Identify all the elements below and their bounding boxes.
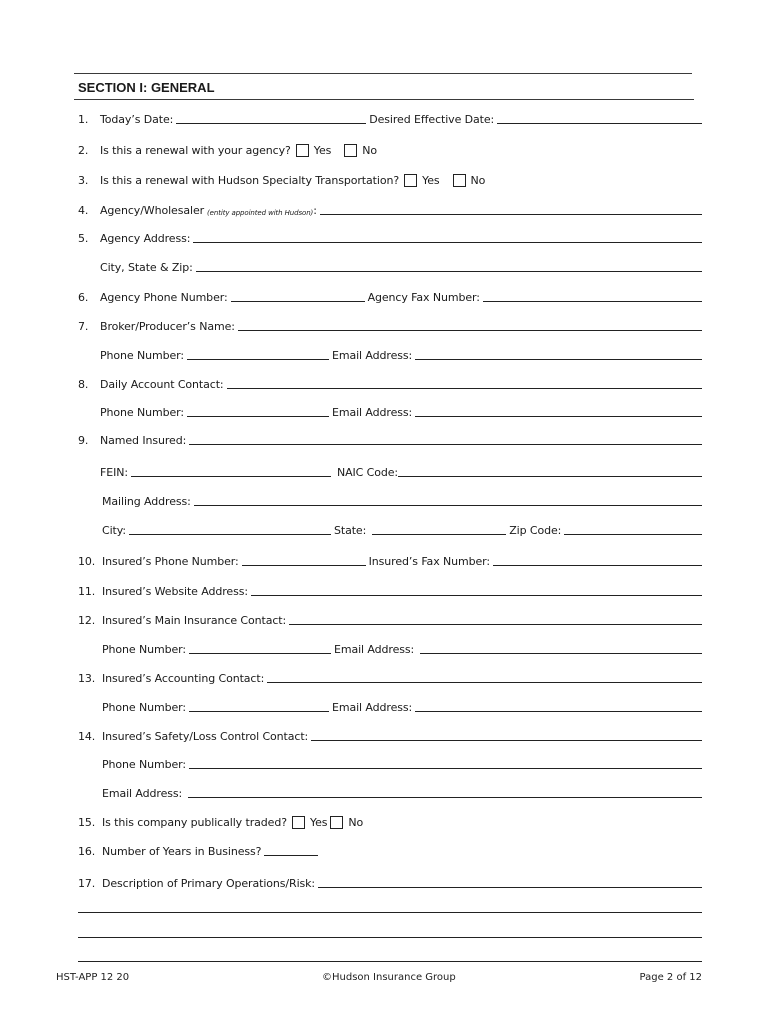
fein-field[interactable] (131, 464, 331, 477)
accounting-contact-field[interactable] (267, 670, 702, 683)
agency-fax-label: Agency Fax Number: (367, 291, 480, 304)
insured-fax-field[interactable] (493, 553, 702, 566)
row-q5 (78, 227, 702, 245)
item-number: 12. (78, 614, 96, 627)
publicly-traded-yes-checkbox[interactable] (292, 816, 305, 829)
item-number: 10. (78, 555, 96, 568)
operations-description-line-4[interactable] (78, 961, 702, 962)
operations-description-field[interactable] (318, 875, 702, 888)
no-label: No (348, 816, 364, 829)
item-number: 17. (78, 877, 96, 890)
item-number: 5. (78, 232, 89, 245)
broker-name-label: Broker/Producer’s Name: (100, 320, 235, 333)
row-q2 (78, 139, 702, 157)
main-contact-label: Insured’s Main Insurance Contact: (102, 614, 287, 627)
insured-phone-field[interactable] (242, 553, 366, 566)
daily-phone-label: Phone Number: (100, 406, 184, 419)
state-field[interactable] (372, 522, 506, 535)
main-contact-email-label: Email Address: (333, 643, 415, 656)
row-q14 (78, 725, 702, 743)
hudson-renewal-yes-checkbox[interactable] (404, 174, 417, 187)
row-q16 (78, 840, 702, 858)
agency-phone-field[interactable] (231, 289, 365, 302)
item-number: 7. (78, 320, 89, 333)
insured-website-field[interactable] (251, 583, 702, 596)
agency-city-state-zip-field[interactable] (196, 259, 702, 272)
main-contact-phone-label: Phone Number: (102, 643, 186, 656)
state-label: State: (333, 524, 367, 537)
named-insured-field[interactable] (189, 432, 702, 445)
footer-form-code: HST-APP 12 20 (56, 972, 130, 983)
row-q13 (78, 667, 702, 685)
row-q3 (78, 169, 702, 187)
row-q6 (78, 286, 702, 304)
naic-field[interactable] (398, 464, 702, 477)
row-q7b (78, 344, 702, 362)
row-q14b (78, 753, 702, 771)
operations-description-label: Description of Primary Operations/Risk: (102, 877, 316, 890)
item-number: 15. (78, 816, 96, 829)
daily-email-label: Email Address: (331, 406, 413, 419)
agency-renewal-no-checkbox[interactable] (344, 144, 357, 157)
zip-field[interactable] (564, 522, 702, 535)
row-q5b (78, 256, 702, 274)
years-in-business-field[interactable] (264, 843, 318, 856)
item-number: 3. (78, 174, 89, 187)
safety-contact-field[interactable] (311, 728, 702, 741)
hudson-renewal-no-checkbox[interactable] (453, 174, 466, 187)
agency-wholesaler-field[interactable] (320, 202, 702, 215)
broker-email-label: Email Address: (331, 349, 413, 362)
main-contact-phone-field[interactable] (189, 641, 331, 654)
daily-contact-label: Daily Account Contact: (100, 378, 224, 391)
row-q1 (78, 108, 702, 126)
years-in-business-label: Number of Years in Business? (102, 845, 262, 858)
row-q10 (78, 550, 702, 568)
item-number: 14. (78, 730, 96, 743)
publicly-traded-no-checkbox[interactable] (330, 816, 343, 829)
fein-label: FEIN: (100, 466, 128, 479)
agency-city-state-zip-label: City, State & Zip: (100, 261, 193, 274)
no-label: No (470, 174, 486, 187)
footer-copyright: ©Hudson Insurance Group (322, 972, 456, 983)
yes-label: Yes (422, 174, 440, 187)
item-number: 6. (78, 291, 89, 304)
item-number: 8. (78, 378, 89, 391)
row-q17 (78, 872, 702, 890)
agency-address-field[interactable] (193, 230, 702, 243)
operations-description-line-2[interactable] (78, 912, 702, 913)
hudson-renewal-question: Is this a renewal with Hudson Specialty Transportation? (100, 174, 400, 187)
mailing-address-label: Mailing Address: (102, 495, 191, 508)
accounting-email-label: Email Address: (331, 701, 413, 714)
broker-phone-label: Phone Number: (100, 349, 184, 362)
item-number: 13. (78, 672, 96, 685)
row-q12 (78, 609, 702, 627)
accounting-contact-label: Insured’s Accounting Contact: (102, 672, 265, 685)
safety-email-label: Email Address: (102, 787, 183, 800)
top-rule (74, 73, 692, 74)
insured-website-label: Insured’s Website Address: (102, 585, 248, 598)
row-q12b (78, 638, 702, 656)
agency-fax-field[interactable] (483, 289, 702, 302)
named-insured-label: Named Insured: (100, 434, 187, 447)
mailing-address-field[interactable] (194, 493, 702, 506)
safety-phone-label: Phone Number: (102, 758, 186, 771)
agency-wholesaler-label: Agency/Wholesaler (100, 204, 205, 217)
row-q9d (78, 519, 702, 537)
row-q11 (78, 580, 702, 598)
zip-label: Zip Code: (509, 524, 562, 537)
safety-contact-label: Insured’s Safety/Loss Control Contact: (102, 730, 309, 743)
accounting-phone-field[interactable] (189, 699, 329, 712)
broker-email-field[interactable] (415, 347, 702, 360)
row-q7 (78, 315, 702, 333)
naic-label: NAIC Code: (336, 466, 399, 479)
footer-page-number: Page 2 of 12 (639, 972, 702, 983)
daily-contact-field[interactable] (227, 376, 702, 389)
row-q8b (78, 401, 702, 419)
row-q9 (78, 429, 702, 447)
item-number: 9. (78, 434, 89, 447)
agency-renewal-question: Is this a renewal with your agency? (100, 144, 291, 157)
publicly-traded-question: Is this company publically traded? (102, 816, 287, 829)
row-q15 (78, 811, 702, 829)
item-number: 1. (78, 113, 89, 126)
item-number: 16. (78, 845, 96, 858)
operations-description-line-3[interactable] (78, 937, 702, 938)
row-q9c (78, 490, 702, 508)
row-q13b (78, 696, 702, 714)
item-number: 2. (78, 144, 89, 157)
todays-date-field[interactable] (176, 111, 366, 124)
row-q14c (78, 782, 702, 800)
row-q9b (78, 461, 702, 479)
agency-wholesaler-note: (entity appointed with Hudson) (207, 209, 314, 217)
safety-phone-field[interactable] (189, 756, 702, 769)
effective-date-field[interactable] (497, 111, 702, 124)
effective-date-label: Desired Effective Date: (369, 113, 495, 126)
insured-phone-label: Insured’s Phone Number: (102, 555, 239, 568)
row-q4 (78, 199, 702, 217)
section-rule (74, 99, 694, 100)
row-q8 (78, 373, 702, 391)
daily-phone-field[interactable] (187, 404, 329, 417)
agency-renewal-yes-checkbox[interactable] (296, 144, 309, 157)
agency-phone-label: Agency Phone Number: (100, 291, 228, 304)
accounting-phone-label: Phone Number: (102, 701, 186, 714)
section-title: SECTION I: GENERAL (78, 80, 215, 95)
yes-label: Yes (309, 816, 328, 829)
item-number: 4. (78, 204, 89, 217)
daily-email-field[interactable] (415, 404, 702, 417)
item-number: 11. (78, 585, 96, 598)
broker-name-field[interactable] (238, 318, 702, 331)
agency-address-label: Agency Address: (100, 232, 191, 245)
no-label: No (362, 144, 378, 157)
yes-label: Yes (313, 144, 332, 157)
city-field[interactable] (129, 522, 331, 535)
city-label: City: (102, 524, 126, 537)
main-contact-field[interactable] (289, 612, 702, 625)
safety-email-field[interactable] (188, 785, 702, 798)
main-contact-email-field[interactable] (420, 641, 702, 654)
insured-fax-label: Insured’s Fax Number: (368, 555, 490, 568)
todays-date-label: Today’s Date: (100, 113, 174, 126)
broker-phone-field[interactable] (187, 347, 329, 360)
colon: : (313, 204, 317, 217)
accounting-email-field[interactable] (415, 699, 702, 712)
